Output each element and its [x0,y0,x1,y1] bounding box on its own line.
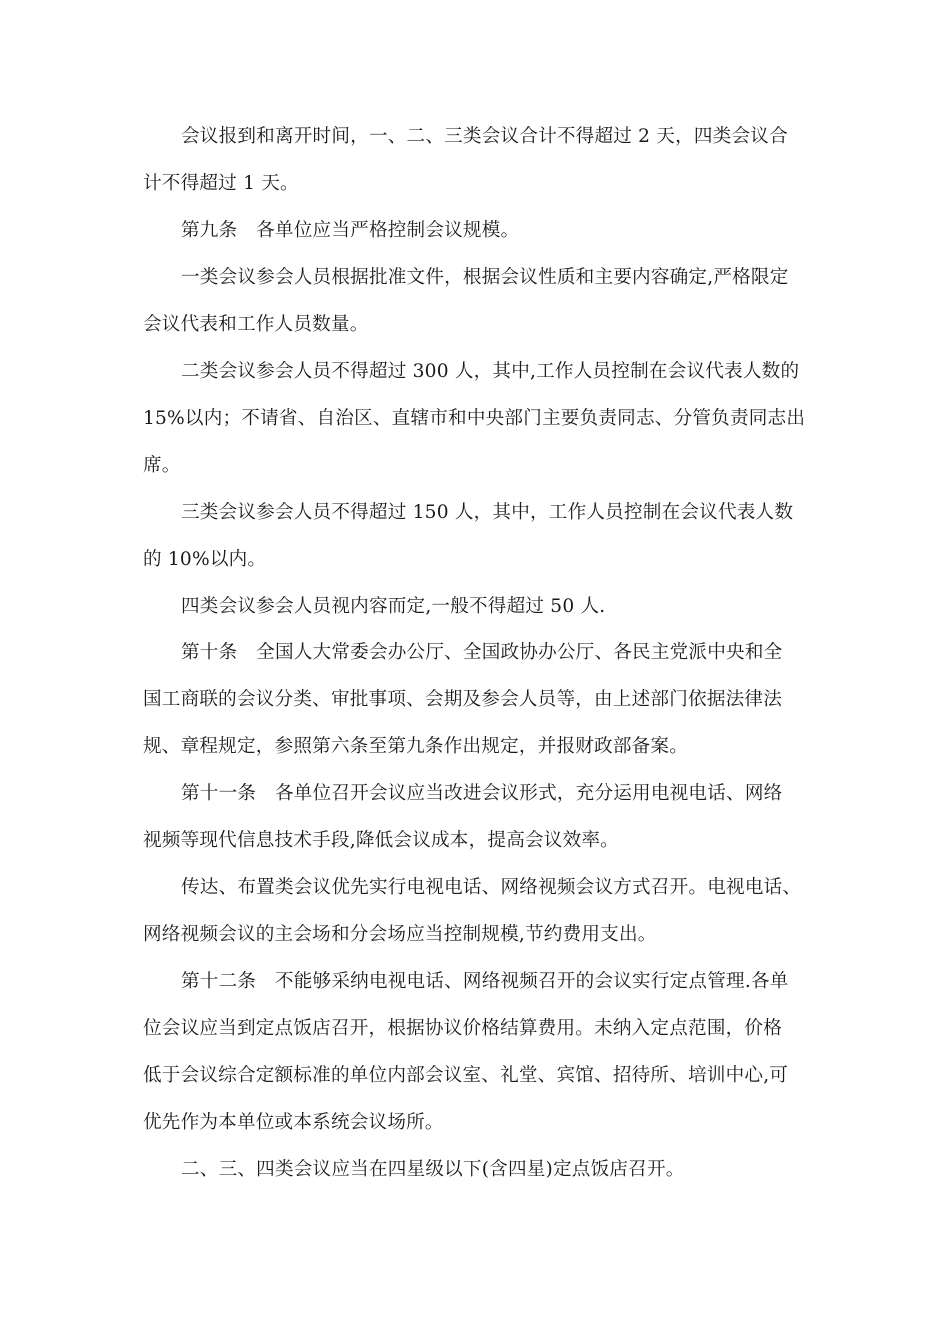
paragraph-line: 会议报到和离开时间，一、二、三类会议合计不得超过 2 天，四类会议合 [181,126,788,147]
article-11-heading-line: 第十一条 各单位召开会议应当改进会议形式，充分运用电视电话、网络 [181,783,783,804]
paragraph-line: 国工商联的会议分类、审批事项、会期及参会人员等，由上述部门依据法律法 [143,689,782,710]
article-10-heading-line: 第十条 全国人大常委会办公厅、全国政协办公厅、各民主党派中央和全 [181,642,783,663]
paragraph-line: 规、章程规定，参照第六条至第九条作出规定，并报财政部备案。 [143,736,689,757]
paragraph-line: 二类会议参会人员不得超过 300 人，其中,工作人员控制在会议代表人数的 [181,361,800,382]
paragraph-line: 视频等现代信息技术手段,降低会议成本，提高会议效率。 [143,830,619,851]
paragraph-line: 优先作为本单位或本系统会议场所。 [143,1112,444,1133]
paragraph-line: 四类会议参会人员视内容而定,一般不得超过 50 人. [181,596,606,617]
paragraph-line: 计不得超过 1 天。 [143,173,299,194]
paragraph-line: 传达、布置类会议优先实行电视电话、网络视频会议方式召开。电视电话、 [181,877,802,898]
paragraph-line: 三类会议参会人员不得超过 150 人，其中，工作人员控制在会议代表人数 [181,502,794,523]
paragraph-line: 会议代表和工作人员数量。 [143,314,369,335]
article-9-heading-line: 第九条 各单位应当严格控制会议规模。 [181,220,520,241]
paragraph-line: 15%以内；不请省、自治区、直辖市和中央部门主要负责同志、分管负责同志出 [143,408,806,429]
article-12-heading-line: 第十二条 不能够采纳电视电话、网络视频召开的会议实行定点管理.各单 [181,971,789,992]
paragraph-line: 的 10%以内。 [143,549,267,570]
paragraph-line: 一类会议参会人员根据批准文件，根据会议性质和主要内容确定,严格限定 [181,267,789,288]
paragraph-line: 位会议应当到定点饭店召开，根据协议价格结算费用。未纳入定点范围，价格 [143,1018,782,1039]
paragraph-line: 网络视频会议的主会场和分会场应当控制规模,节约费用支出。 [143,924,657,945]
paragraph-line: 席。 [143,455,181,476]
paragraph-line: 低于会议综合定额标准的单位内部会议室、礼堂、宾馆、招待所、培训中心,可 [143,1065,789,1086]
paragraph-line: 二、三、四类会议应当在四星级以下(含四星)定点饭店召开。 [181,1159,685,1180]
